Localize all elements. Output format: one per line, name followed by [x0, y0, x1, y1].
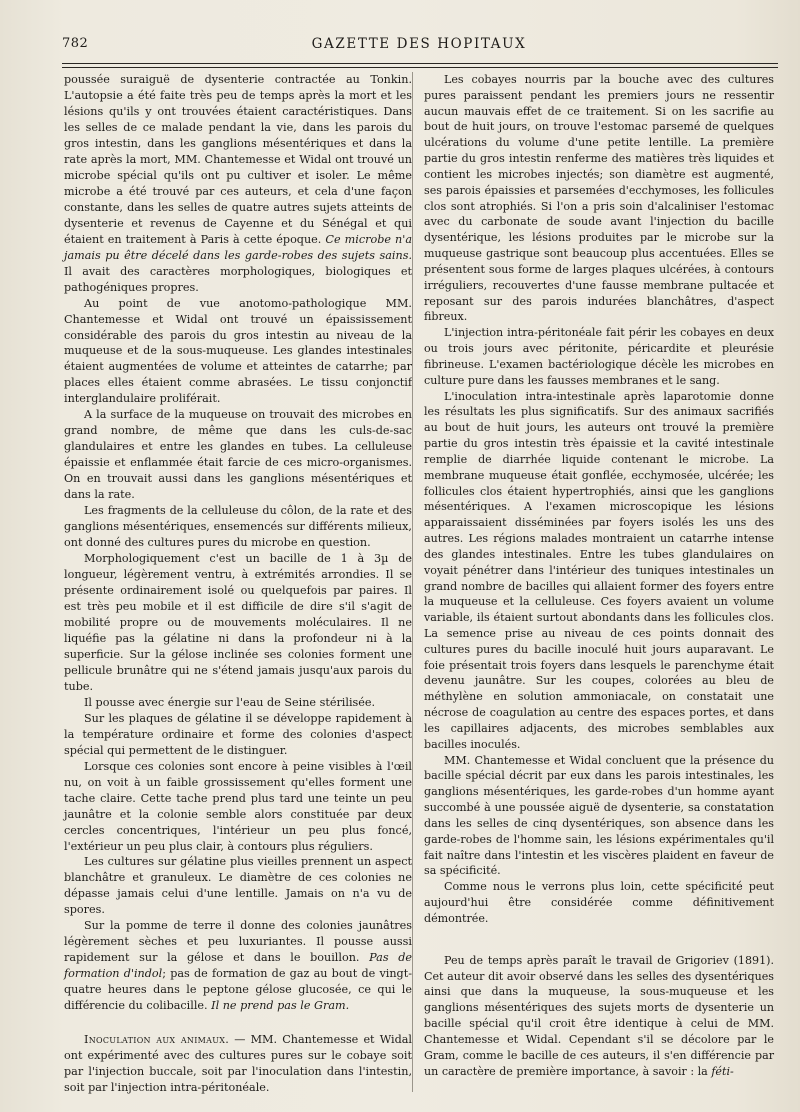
running-title: GAZETTE DES HOPITAUX [311, 36, 527, 52]
paragraph-text: Il avait des caractères morphologiques, biologiques et pathogéniques propres. [64, 264, 412, 294]
paragraph: Les cultures sur gélatine plus vieilles prennent un aspect blanchâtre et granuleux. Le diamètre de ces colonies ne dépasse jamais celui d'une lentille. Jamais on n'a vu de spores. [64, 855, 412, 917]
italic-text: Ce microbe n'a jamais pu être décelé dans les garde-robes des sujets sains. [64, 232, 412, 262]
paragraph: Lorsque ces colonies sont encore à peine visibles à l'œil nu, on voit à un faible grossissement qu'elles forment une tache claire. Cette tache prend plus tard une teinte un peu jaunâtre et la colonie semble alors constituée par deux cercles concentriques, l'intérieur un peu plus foncé, l'extérieur un peu plus clair, à contours plus réguliers. [64, 759, 412, 853]
paragraph-text: ; pas de formation de gaz au bout de vingt-quatre heures dans le peptone gélose glucosée, ce qui le différencie du colibacille. [64, 967, 412, 1013]
header-rule [62, 63, 778, 68]
paragraph: Il pousse avec énergie sur l'eau de Seine stérilisée. [84, 695, 376, 709]
paragraph [424, 953, 774, 1080]
paragraph: L'inoculation intra-intestinale après laparotomie donne les résultats les plus significatifs. Sur des animaux sacrifiés au bout de huit jours, les auteurs ont trouvé la première partie du gros intestin très épaissie et la cavité intestinale remplie de diarrhée liquide contenant le microbe. La membrane muqueuse était gonflée, ecchymosée, ulcérée; les follicules clos étaient hypertrophiés, ainsi que les ganglions mésentériques. A l'examen microscopique les lésions apparaissaient disséminées par foyers isolés les uns des autres. Les régions malades montraient un catarrhe intense des glandes intestinales. Entre les tubes glandulaires on voyait pénétrer dans l'intérieur des tuniques intestinales un grand nombre de bacilles qui allaient former des foyers entre la muqueuse et la celluleuse. Ces foyers avaient un volume variable, ils étaient surtout abondants dans les follicules clos. La semence prise au niveau de ces points donnait des cultures pures du bacille inoculé huit jours auparavant. Le foie présentait trois foyers dans lesquels le parenchyme était devenu jaunâtre. Sur les coupes, colorées au bleu de méthylène en solution ammoniacale, on constatait une nécrose de coagulation au centre des espaces portes, et dans les capillaires adjacents, des microbes semblables aux bacilles inoculés. [424, 389, 774, 751]
paragraph [64, 72, 412, 296]
right-column [424, 72, 774, 1079]
italic-text: féti- [711, 1064, 734, 1078]
paragraph-text: Peu de temps après paraît le travail de Grigoriev (1891). Cet auteur dit avoir observé dans les selles des dysentériques ainsi que dans la muqueuse, la sous-muqueuse et les ganglions mésentériques des sujets morts de dysenterie un bacille spécial qu'il croit être identique à celui de MM. Chantemesse et Widal. Cependant s'il se décolore par le Gram, comme le bacille de ces auteurs, il s'en différencie par un caractère de première importance, à savoir : la [424, 953, 774, 1078]
paragraph-text: Sur la pomme de terre il donne des colonies jaunâtres légèrement sèches et peu luxuriantes. Il pousse aussi rapidement sur la gélose et dans le bouillon. [64, 919, 412, 965]
paragraph: Sur les plaques de gélatine il se développe rapidement à la température ordinaire et forme des colonies d'aspect spécial qui permettent de le distinguer. [64, 711, 412, 757]
paragraph: Au point de vue anotomo-pathologique MM. Chantemesse et Widal ont trouvé un épaississement considérable des parois du gros intestin au niveau de la muqueuse et de la sous-muqueuse. Les glandes intestinales étaient augmentées de volume et atteintes de catarrhe; par places elles étaient comme abrasées. Le tissu conjonctif interglandulaire proliférait. [64, 296, 412, 406]
italic-text: Il ne prend pas le Gram. [211, 999, 350, 1013]
paragraph: Les cobayes nourris par la bouche avec des cultures pures paraissent pendant les premiers jours ne ressentir aucun mauvais effet de ce traitement. Si on les sacrifie au bout de huit jours, on trouve l'estomac parsemé de quelques ulcérations du volume d'une petite lentille. La première partie du gros intestin renferme des matières très liquides et contient les microbes injectés; son diamètre est augmenté, ses parois épaissies et parsemées d'ecchymoses, les follicules clos sont atrophiés. Si l'on a pris soin d'alcaliniser l'estomac avec du carbonate de soude avant l'injection du bacille dysentérique, les lésions produites par le microbe sur la muqueuse gastrique sont beaucoup plus accentuées. Elles se présentent sous forme de larges plaques ulcérées, à contours irréguliers, recouvertes d'une fausse membrane pultacée et reposant sur des parois indurées blanchâtres, d'aspect fibreux. [424, 73, 774, 324]
paragraph-text: — MM. Chantemesse et Widal ont expérimenté avec des cultures pures sur le cobaye soit par l'injection buccale, soit par l'inoculation dans l'intestin, soit par l'injection intra-péritonéale. [64, 1033, 412, 1095]
paragraph: MM. Chantemesse et Widal concluent que la présence du bacille spécial décrit par eux dans les parois intestinales, les ganglions mésentériques, les garde-robes d'un homme ayant succombé à une poussée aiguë de dysenterie, sa constatation dans les selles de cinq dysentériques, son absence dans les garde-robes de l'homme sain, les lésions expérimentales qu'il fait naître dans l'intestin et les viscères plaident en faveur de sa spécificité. [424, 753, 774, 878]
paragraph: L'injection intra-péritonéale fait périr les cobayes en deux ou trois jours avec péritonite, péricardite et pleurésie fibrineuse. L'examen bactériologique décèle les microbes en culture pure dans les fausses membranes et le sang. [424, 326, 774, 387]
page-header [62, 34, 776, 56]
paragraph: Les fragments de la celluleuse du côlon, de la rate et des ganglions mésentériques, ensemencés sur différents milieux, ont donné des cultures pures du microbe en question. [64, 504, 412, 550]
italic-text: Pas de formation d'indol [64, 951, 412, 981]
paragraph [64, 1032, 412, 1096]
paragraph: Comme nous le verrons plus loin, cette spécificité peut aujourd'hui être considérée comme définitivement démontrée. [424, 880, 774, 925]
page-number: 782 [62, 36, 89, 51]
paragraph: A la surface de la muqueuse on trouvait des microbes en grand nombre, de même que dans les culs-de-sac glandulaires et entre les glandes en tubes. La celluleuse épaissie et enflammée était farcie de ces micro-organismes. On en trouvait aussi dans les ganglions mésentériques et dans la rate. [64, 408, 412, 502]
paragraph [64, 918, 412, 1014]
paragraph-text: poussée suraiguë de dysenterie contractée au Tonkin. L'autopsie a été faite très peu de temps après la mort et les lésions qu'ils y ont trouvées étaient caractéristiques. Dans les selles de ce malade pendant la vie, dans les parois du gros intestin, dans les ganglions mésentériques et dans la rate après la mort, MM. Chantemesse et Widal ont trouvé un microbe spécial qu'ils ont pu cultiver et isoler. Le même microbe a été trouvé par ces auteurs, et cela d'une façon constante, dans les selles de quatre autres sujets atteints de dysenterie et revenus de Cayenne et du Sénégal et qui étaient en traitement à Paris à cette époque. [64, 73, 412, 246]
column-divider [412, 72, 413, 1092]
paragraph: Morphologiquement c'est un bacille de 1 à 3µ de longueur, légèrement ventru, à extrémités arrondies. Il se présente ordinairement isolé ou quelquefois par paires. Il est très peu mobile et il est difficile de dire s'il s'agit de mobilité propre ou de mouvements moléculaires. Il ne liquéfie pas la gélatine ni dans la profondeur ni à la superficie. Sur la gélose inclinée ses colonies forment une pellicule brunâtre qui ne s'étend jamais jusqu'aux parois du tube. [64, 552, 412, 693]
left-column [64, 72, 412, 1096]
section-heading: Inoculation aux animaux. [84, 1033, 230, 1047]
